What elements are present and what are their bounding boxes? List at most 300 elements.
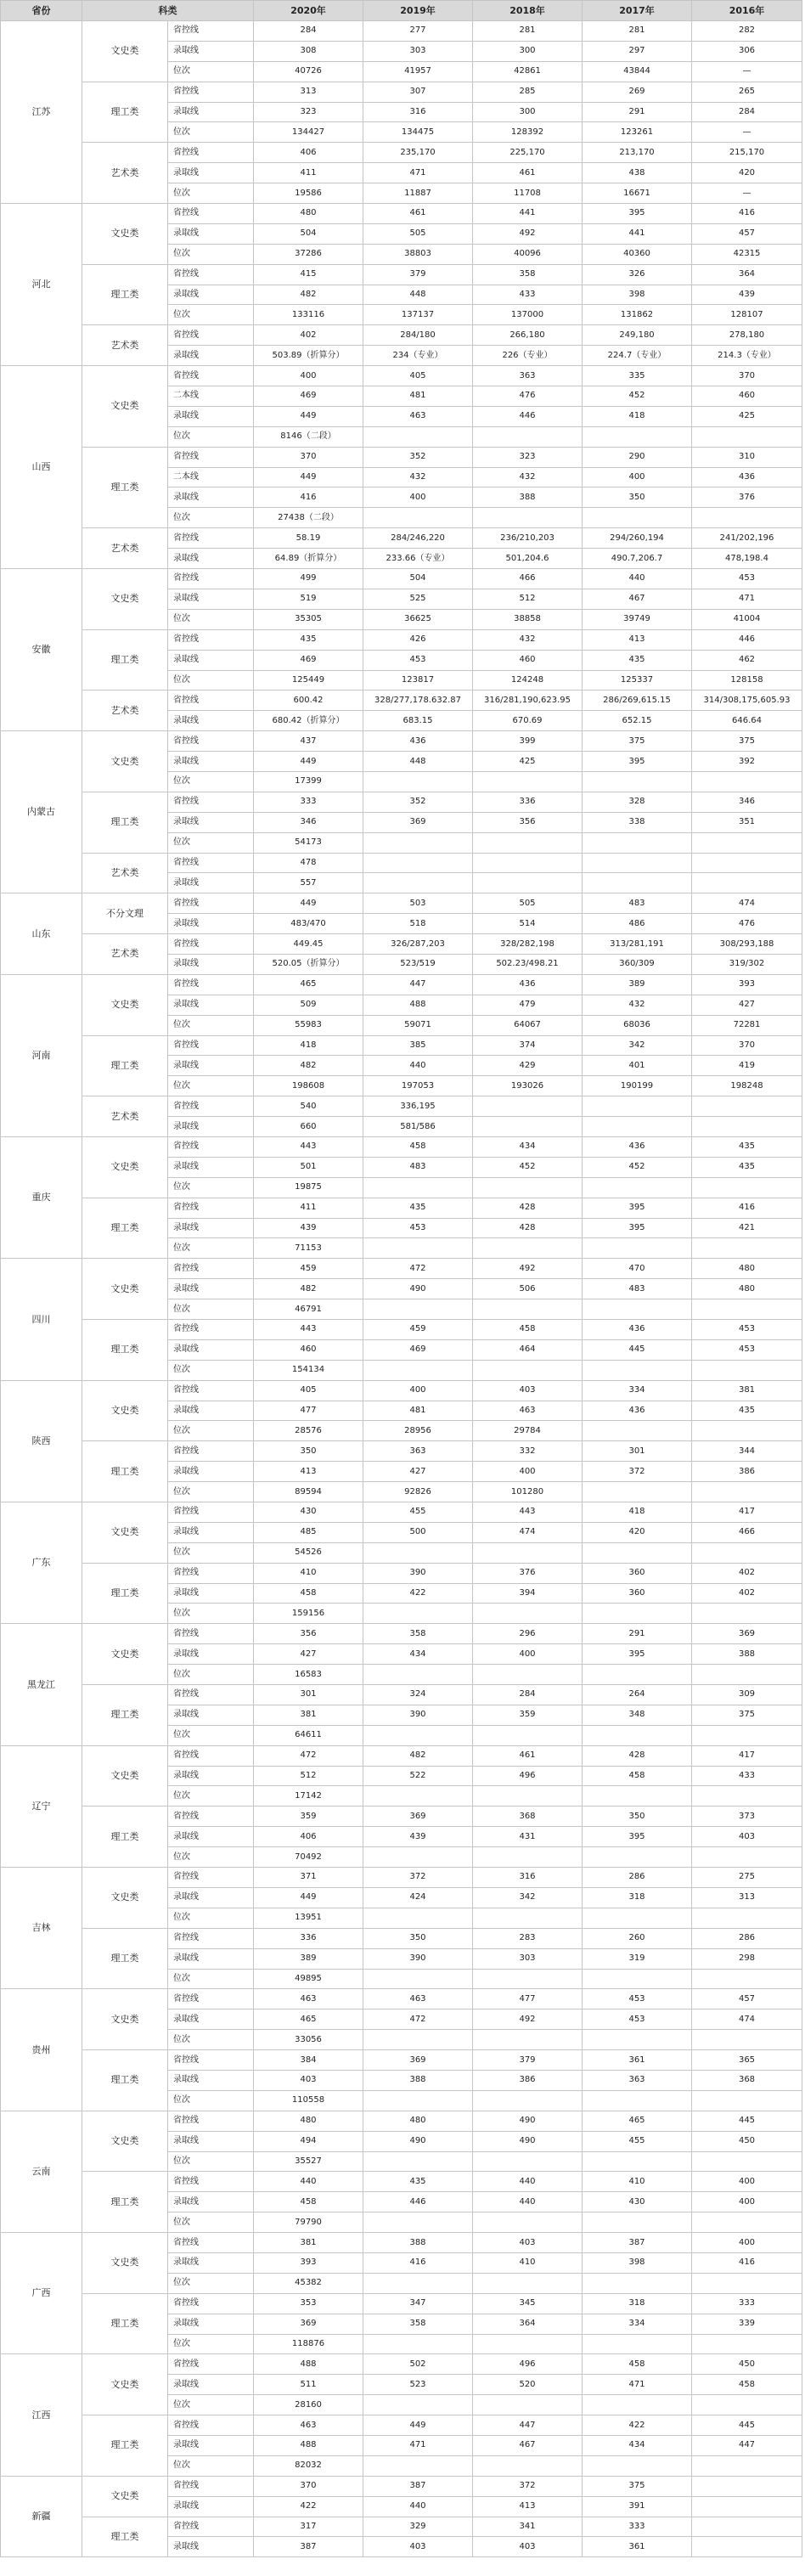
score-cell: 58.19 [254, 528, 363, 549]
score-cell: 398 [583, 2252, 692, 2273]
score-cell: 36625 [363, 609, 473, 629]
item-label-cell: 位次 [168, 670, 254, 691]
score-cell: 411 [254, 1198, 363, 1218]
score-cell: 283 [473, 1928, 583, 1948]
score-cell: 128107 [692, 305, 802, 325]
table-row [1, 447, 802, 467]
item-label-cell: 位次 [168, 1299, 254, 1320]
province-cell: 重庆 [1, 1136, 82, 1258]
score-cell: 436 [583, 1320, 692, 1340]
score-cell: 472 [254, 1745, 363, 1766]
score-cell: 332 [473, 1441, 583, 1462]
score-cell: 458 [254, 2192, 363, 2212]
item-label-cell: 录取线 [168, 954, 254, 974]
item-label-cell: 省控线 [168, 2517, 254, 2537]
table-row [1, 1441, 802, 1462]
score-cell: 369 [692, 1624, 802, 1644]
score-cell: 319/302 [692, 954, 802, 974]
header-province: 省份 [1, 1, 82, 21]
score-cell: 471 [692, 589, 802, 609]
score-cell [363, 853, 473, 873]
category-cell: 文史类 [82, 1624, 168, 1685]
table-row [1, 1136, 802, 1157]
score-cell [583, 2030, 692, 2050]
table-row [1, 1807, 802, 1827]
score-cell [692, 771, 802, 792]
score-cell: 427 [363, 1462, 473, 1482]
score-cell: 294/260,194 [583, 528, 692, 549]
score-cell [692, 1096, 802, 1117]
score-cell: 437 [254, 731, 363, 752]
table-row [1, 82, 802, 102]
score-cell: 449 [363, 2415, 473, 2436]
table-row [1, 1745, 802, 1766]
score-cell [583, 1786, 692, 1807]
score-cell: 381 [692, 1380, 802, 1401]
score-cell: 370 [692, 366, 802, 386]
score-cell: 363 [363, 1441, 473, 1462]
score-cell: 345 [473, 2293, 583, 2314]
score-cell: 435 [583, 650, 692, 670]
table-row [1, 731, 802, 752]
score-cell [583, 1725, 692, 1745]
item-label-cell: 录取线 [168, 2070, 254, 2090]
score-cell: 19586 [254, 183, 363, 204]
score-cell: 307 [363, 82, 473, 102]
score-cell: 376 [473, 1563, 583, 1583]
score-cell: 440 [363, 1056, 473, 1076]
score-cell [363, 508, 473, 528]
item-label-cell: 录取线 [168, 1644, 254, 1665]
score-cell: 64067 [473, 1015, 583, 1035]
item-label-cell: 省控线 [168, 2172, 254, 2192]
item-label-cell: 录取线 [168, 406, 254, 426]
score-cell [583, 2455, 692, 2476]
score-cell: — [692, 183, 802, 204]
item-label-cell: 位次 [168, 1482, 254, 1502]
score-cell: 490 [363, 1279, 473, 1299]
score-cell: 333 [692, 2293, 802, 2314]
table-row [1, 1685, 802, 1705]
score-cell [692, 2496, 802, 2517]
score-cell: 40726 [254, 61, 363, 82]
score-cell: 512 [254, 1766, 363, 1786]
item-label-cell: 省控线 [168, 1096, 254, 1117]
item-label-cell: 录取线 [168, 1339, 254, 1360]
item-label-cell: 二本线 [168, 386, 254, 407]
score-cell: 420 [583, 1522, 692, 1542]
score-cell: 364 [692, 264, 802, 285]
score-cell: 341 [473, 2517, 583, 2537]
score-cell: 453 [692, 1320, 802, 1340]
score-cell: 385 [363, 1035, 473, 1056]
score-cell: 224.7（专业） [583, 346, 692, 366]
item-label-cell: 位次 [168, 2273, 254, 2293]
score-cell: 405 [363, 366, 473, 386]
score-cell: 197053 [363, 1076, 473, 1096]
score-cell: 369 [363, 2050, 473, 2071]
score-cell: — [692, 61, 802, 82]
category-cell: 理工类 [82, 1685, 168, 1746]
item-label-cell: 省控线 [168, 1259, 254, 1279]
score-cell [583, 1542, 692, 1563]
score-cell [692, 1725, 802, 1745]
score-cell: 522 [363, 1766, 473, 1786]
score-cell [692, 2476, 802, 2496]
score-cell [583, 1421, 692, 1441]
header-row [1, 1, 802, 21]
score-cell: 303 [473, 1948, 583, 1969]
item-label-cell: 位次 [168, 508, 254, 528]
score-cell: 433 [473, 285, 583, 305]
score-cell: 452 [583, 386, 692, 407]
score-cell: 503.89（折算分） [254, 346, 363, 366]
score-cell: 428 [473, 1218, 583, 1238]
score-cell: 410 [473, 2252, 583, 2273]
score-cell: 388 [692, 1644, 802, 1665]
score-cell: 241/202,196 [692, 528, 802, 549]
score-cell [363, 1786, 473, 1807]
category-cell: 理工类 [82, 629, 168, 691]
province-cell: 江西 [1, 2354, 82, 2476]
score-cell: 504 [254, 223, 363, 244]
table-row [1, 792, 802, 812]
score-cell: 41004 [692, 609, 802, 629]
score-cell: 198248 [692, 1076, 802, 1096]
category-cell: 理工类 [82, 1807, 168, 1868]
score-cell: 375 [692, 731, 802, 752]
item-label-cell: 位次 [168, 832, 254, 853]
item-label-cell: 位次 [168, 183, 254, 204]
category-cell: 文史类 [82, 731, 168, 792]
score-cell: 290 [583, 447, 692, 467]
score-cell [583, 1299, 692, 1320]
score-cell: 428 [583, 1745, 692, 1766]
score-cell: 154134 [254, 1360, 363, 1380]
score-cell: 235,170 [363, 143, 473, 163]
score-cell: 13951 [254, 1908, 363, 1928]
score-cell: 481 [363, 386, 473, 407]
province-cell: 山西 [1, 366, 82, 569]
score-cell: 462 [692, 650, 802, 670]
score-cell: 359 [473, 1705, 583, 1725]
score-cell: 316/281,190,623.95 [473, 691, 583, 711]
score-cell: 350 [363, 1928, 473, 1948]
score-cell: 39749 [583, 609, 692, 629]
table-row [1, 528, 802, 549]
item-label-cell: 录取线 [168, 1522, 254, 1542]
score-cell: 476 [473, 386, 583, 407]
table-row [1, 2111, 802, 2131]
item-label-cell: 录取线 [168, 1827, 254, 1847]
item-label-cell: 位次 [168, 244, 254, 264]
score-cell: 427 [254, 1644, 363, 1665]
score-cell [692, 1542, 802, 1563]
item-label-cell: 省控线 [168, 974, 254, 995]
score-cell: 336 [473, 792, 583, 812]
score-cell [473, 1177, 583, 1198]
score-cell: 365 [692, 2050, 802, 2071]
table-row [1, 1502, 802, 1523]
item-label-cell: 录取线 [168, 2192, 254, 2212]
score-cell: 42861 [473, 61, 583, 82]
province-cell: 河南 [1, 974, 82, 1136]
score-cell: 356 [473, 812, 583, 832]
score-cell: 64611 [254, 1725, 363, 1745]
header-year-2016: 2016年 [692, 1, 802, 21]
score-cell: 264 [583, 1685, 692, 1705]
score-cell: 395 [583, 752, 692, 772]
score-cell: 435 [363, 1198, 473, 1218]
item-label-cell: 录取线 [168, 41, 254, 61]
score-cell: 40360 [583, 244, 692, 264]
score-cell: 441 [583, 223, 692, 244]
score-cell: 447 [473, 2415, 583, 2436]
item-label-cell: 省控线 [168, 366, 254, 386]
score-cell: 413 [254, 1462, 363, 1482]
score-cell: 296 [473, 1624, 583, 1644]
score-cell: 421 [692, 1218, 802, 1238]
score-cell: 370 [254, 2476, 363, 2496]
score-cell: — [692, 122, 802, 143]
score-cell [363, 1542, 473, 1563]
score-cell: 386 [692, 1462, 802, 1482]
score-cell [583, 1847, 692, 1868]
score-cell: 447 [692, 2435, 802, 2455]
score-cell: 494 [254, 2131, 363, 2151]
score-cell [473, 771, 583, 792]
score-cell: 323 [473, 447, 583, 467]
score-cell: 133116 [254, 305, 363, 325]
score-cell: 350 [254, 1441, 363, 1462]
score-cell [363, 2030, 473, 2050]
item-label-cell: 省控线 [168, 934, 254, 955]
table-row [1, 1868, 802, 1888]
category-cell: 文史类 [82, 1745, 168, 1807]
category-cell: 艺术类 [82, 143, 168, 204]
item-label-cell: 录取线 [168, 1705, 254, 1725]
table-row [1, 629, 802, 650]
score-cell: 458 [583, 1766, 692, 1786]
province-cell: 陕西 [1, 1380, 82, 1502]
score-cell: 464 [473, 1339, 583, 1360]
score-cell: 492 [473, 223, 583, 244]
score-cell: 213,170 [583, 143, 692, 163]
score-cell [583, 508, 692, 528]
score-cell [363, 2395, 473, 2415]
score-cell [692, 1177, 802, 1198]
score-cell: 374 [473, 1035, 583, 1056]
province-cell: 新疆 [1, 2476, 82, 2557]
score-cell [692, 1847, 802, 1868]
category-cell: 理工类 [82, 1035, 168, 1096]
score-cell [583, 2334, 692, 2354]
score-cell: 46791 [254, 1299, 363, 1320]
item-label-cell: 省控线 [168, 853, 254, 873]
table-row [1, 1563, 802, 1583]
item-label-cell: 省控线 [168, 325, 254, 346]
table-row [1, 853, 802, 873]
score-cell: 446 [473, 406, 583, 426]
score-cell: 416 [254, 488, 363, 508]
item-label-cell: 省控线 [168, 1320, 254, 1340]
item-label-cell: 位次 [168, 2395, 254, 2415]
score-cell: 389 [583, 974, 692, 995]
score-cell [692, 426, 802, 447]
score-cell: 449 [254, 467, 363, 488]
score-cell: 350 [583, 1807, 692, 1827]
score-cell: 28160 [254, 2395, 363, 2415]
score-cell [692, 1969, 802, 1989]
score-cell: 375 [583, 2476, 692, 2496]
item-label-cell: 录取线 [168, 1462, 254, 1482]
score-cell: 388 [363, 2070, 473, 2090]
score-cell [473, 2090, 583, 2111]
score-cell: 452 [473, 1157, 583, 1177]
score-cell: 390 [363, 1705, 473, 1725]
category-cell: 理工类 [82, 2293, 168, 2354]
header-year-2018: 2018年 [473, 1, 583, 21]
score-cell: 324 [363, 1685, 473, 1705]
score-cell: 37286 [254, 244, 363, 264]
score-cell: 418 [583, 406, 692, 426]
score-cell: 313 [254, 82, 363, 102]
score-cell: 356 [254, 1624, 363, 1644]
score-cell: 463 [254, 1989, 363, 2010]
score-cell: 391 [583, 2496, 692, 2517]
score-cell [473, 2030, 583, 2050]
score-cell: 469 [363, 1339, 473, 1360]
score-cell: 683.15 [363, 711, 473, 731]
score-cell: 453 [363, 650, 473, 670]
score-cell [692, 2212, 802, 2233]
score-cell: 472 [363, 2010, 473, 2030]
score-cell [473, 853, 583, 873]
item-label-cell: 位次 [168, 771, 254, 792]
score-cell [692, 2090, 802, 2111]
score-cell: 465 [583, 2111, 692, 2131]
item-label-cell: 录取线 [168, 914, 254, 934]
item-label-cell: 省控线 [168, 691, 254, 711]
score-cell: 403 [363, 2537, 473, 2557]
table-row [1, 1380, 802, 1401]
score-cell: 334 [583, 1380, 692, 1401]
score-cell: 286 [583, 1868, 692, 1888]
score-cell: 480 [363, 2111, 473, 2131]
score-cell: 328/277,178.632.87 [363, 691, 473, 711]
score-cell: 110558 [254, 2090, 363, 2111]
score-cell: 394 [473, 1583, 583, 1604]
score-cell: 137000 [473, 305, 583, 325]
score-cell: 443 [254, 1136, 363, 1157]
province-cell: 吉林 [1, 1868, 82, 1989]
score-cell: 369 [363, 812, 473, 832]
score-cell: 482 [363, 1745, 473, 1766]
score-cell: 54526 [254, 1542, 363, 1563]
score-cell: 310 [692, 447, 802, 467]
score-cell: 435 [692, 1401, 802, 1421]
score-cell [692, 1665, 802, 1685]
province-cell: 云南 [1, 2111, 82, 2232]
score-cell [473, 1117, 583, 1137]
score-cell: 38803 [363, 244, 473, 264]
score-cell [583, 1177, 692, 1198]
table-row [1, 1320, 802, 1340]
score-cell: 402 [254, 325, 363, 346]
score-cell: 260 [583, 1928, 692, 1948]
item-label-cell: 位次 [168, 305, 254, 325]
table-row [1, 264, 802, 285]
score-cell: 285 [473, 82, 583, 102]
item-label-cell: 录取线 [168, 1948, 254, 1969]
item-label-cell: 录取线 [168, 488, 254, 508]
table-row [1, 1259, 802, 1279]
category-cell: 理工类 [82, 1198, 168, 1259]
item-label-cell: 省控线 [168, 731, 254, 752]
item-label-cell: 省控线 [168, 1441, 254, 1462]
score-cell [363, 832, 473, 853]
item-label-cell: 省控线 [168, 1745, 254, 1766]
score-cell: 438 [583, 163, 692, 183]
score-cell: 455 [363, 1502, 473, 1523]
score-cell: 371 [254, 1868, 363, 1888]
score-cell [363, 1238, 473, 1259]
item-label-cell: 省控线 [168, 21, 254, 42]
score-cell: 415 [254, 264, 363, 285]
score-cell: 301 [254, 1685, 363, 1705]
score-cell [583, 771, 692, 792]
item-label-cell: 录取线 [168, 812, 254, 832]
score-cell [473, 2395, 583, 2415]
score-cell: 479 [473, 995, 583, 1015]
score-cell: 313 [692, 1887, 802, 1908]
item-label-cell: 省控线 [168, 204, 254, 224]
score-cell: 300 [473, 41, 583, 61]
item-label-cell: 录取线 [168, 711, 254, 731]
table-row [1, 974, 802, 995]
item-label-cell: 录取线 [168, 995, 254, 1015]
score-cell: 275 [692, 1868, 802, 1888]
score-cell: 387 [583, 2233, 692, 2253]
item-label-cell: 录取线 [168, 2131, 254, 2151]
score-cell: 284/246,220 [363, 528, 473, 549]
score-cell: 400 [583, 467, 692, 488]
score-cell: 505 [473, 893, 583, 914]
score-cell: 348 [583, 1705, 692, 1725]
score-cell [583, 873, 692, 893]
score-cell: 436 [692, 467, 802, 488]
score-cell: 59071 [363, 1015, 473, 1035]
score-cell [363, 1604, 473, 1624]
score-cell: 360 [583, 1583, 692, 1604]
category-cell: 文史类 [82, 366, 168, 448]
score-cell [583, 426, 692, 447]
score-cell: 369 [254, 2314, 363, 2334]
score-cell: 27438（二段） [254, 508, 363, 528]
score-cell [363, 1908, 473, 1928]
score-cell: 402 [692, 1583, 802, 1604]
score-cell: 477 [473, 1989, 583, 2010]
score-cell: 308 [254, 41, 363, 61]
table-row [1, 1096, 802, 1117]
score-cell: 234（专业） [363, 346, 473, 366]
score-cell: 405 [254, 1380, 363, 1401]
score-cell: 301 [583, 1441, 692, 1462]
score-cell: 483 [363, 1157, 473, 1177]
score-cell: 190199 [583, 1076, 692, 1096]
score-cell [583, 832, 692, 853]
score-cell [692, 2455, 802, 2476]
